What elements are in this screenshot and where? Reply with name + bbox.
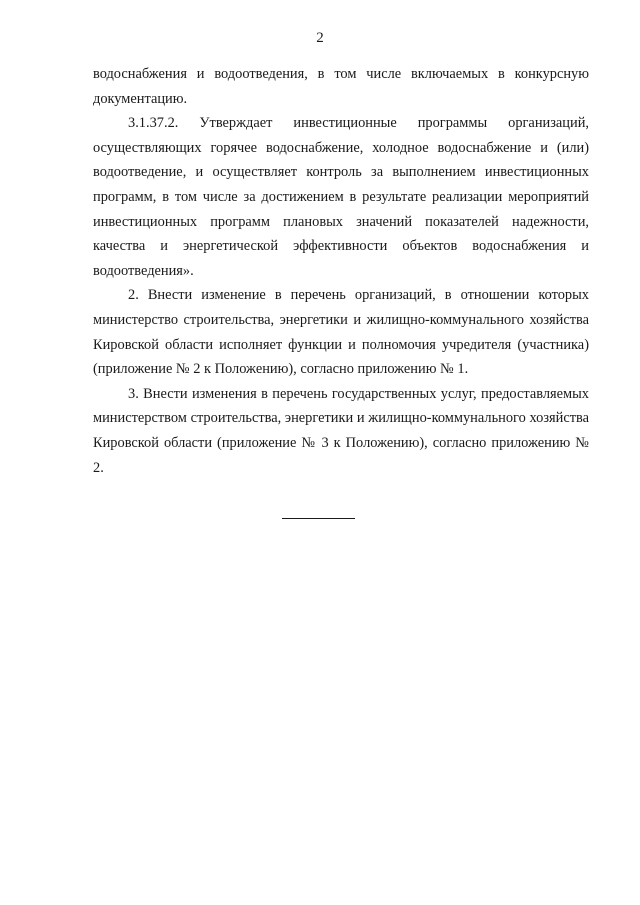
paragraph-clause-3-1-37-2: 3.1.37.2. Утверждает инвестиционные программы организаций, осуществляющих горячее водоснабжение, холодное водоснабжение и (или) водоотведение, и осуществляет контроль за выполнением инвестиционных программ, в том числе за достижением в результате реализации мероприятий инвестиционных программ плановых значений показателей надежности, качества и энергетической эффективности объектов водоснабжения и водоотведения». — [93, 115, 589, 279]
document-body — [93, 62, 589, 480]
end-divider — [282, 518, 355, 519]
paragraph-continuation: водоснабжения и водоотведения, в том числе включаемых в конкурсную документацию. — [93, 66, 589, 107]
paragraph-item-2: 2. Внести изменение в перечень организаций, в отношении которых министерство строительства, энергетики и жилищно-коммунального хозяйства Кировской области исполняет функции и полномочия учредителя (участника) (приложение № 2 к Положению), согласно приложению № 1. — [93, 287, 589, 378]
paragraph-item-3: 3. Внести изменения в перечень государственных услуг, предоставляемых министерством строительства, энергетики и жилищно-коммунального хозяйства Кировской области (приложение № 3 к Положению), согласно приложению № 2. — [93, 385, 589, 476]
page-number: 2 — [316, 30, 324, 46]
